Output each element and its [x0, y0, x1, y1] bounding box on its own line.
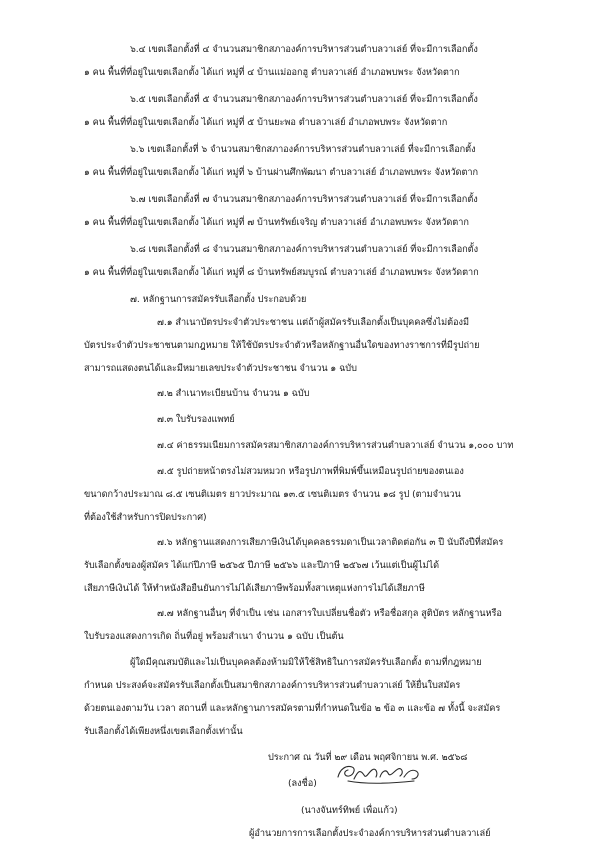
closing-line3: ด้วยตนเองตามวัน เวลา สถานที่ และหลักฐานการสมัครตามที่กำหนดในข้อ ๒ ข้อ ๓ และข้อ ๗ ทั้งนี้ จะสมัคร: [84, 703, 501, 714]
signer-name: (นางจันทร์ทิพย์ เพื่อแก้ว): [301, 805, 398, 816]
district-6-5-line2: ๑ คน พื้นที่ที่อยู่ในเขตเลือกตั้ง ได้แก่ หมู่ที่ ๕ บ้านยะพอ ตำบลวาเล่ย์ อำเภอพบพระ จังหวัดตาก: [84, 117, 448, 128]
closing-line1: ผู้ใดมีคุณสมบัติและไม่เป็นบุคคลต้องห้ามมิให้ใช้สิทธิในการสมัครรับเลือกตั้ง ตามที่กฎหมาย: [130, 657, 482, 668]
item-7-7-line2: ใบรับรองแสดงการเกิด ถิ่นที่อยู่ พร้อมสำเนา จำนวน ๑ ฉบับ เป็นต้น: [84, 631, 344, 642]
district-6-6-line1: ๖.๖ เขตเลือกตั้งที่ ๖ จำนวนสมาชิกสภาองค์การบริหารส่วนตำบลวาเล่ย์ ที่จะมีการเลือกตั้ง: [130, 144, 476, 155]
district-6-5-line1: ๖.๕ เขตเลือกตั้งที่ ๕ จำนวนสมาชิกสภาองค์การบริหารส่วนตำบลวาเล่ย์ ที่จะมีการเลือกตั้ง: [130, 94, 478, 105]
item-7-2: ๗.๒ สำเนาทะเบียนบ้าน จำนวน ๑ ฉบับ: [157, 388, 310, 399]
district-6-7-line2: ๑ คน พื้นที่ที่อยู่ในเขตเลือกตั้ง ได้แก่ หมู่ที่ ๗ บ้านทรัพย์เจริญ ตำบลวาเล่ย์ อำเภอพบพระ จังหวัดตาก: [84, 217, 469, 228]
item-7-1-line2: บัตรประจำตัวประชาชนตามกฎหมาย ให้ใช้บัตรประจำตัวหรือหลักฐานอื่นใดของทางราชการที่มีรูปถ่าย: [84, 340, 480, 351]
handwritten-signature: [334, 751, 426, 787]
announce-date: ประกาศ ณ วันที่ ๒๙ เดือน พฤศจิกายน พ.ศ. ๒๕๖๘: [268, 752, 468, 763]
district-6-4-line2: ๑ คน พื้นที่ที่อยู่ในเขตเลือกตั้ง ได้แก่ หมู่ที่ ๔ บ้านแม่ออกฮู ตำบลวาเล่ย์ อำเภอพบพระ จังหวัดตาก: [84, 67, 460, 78]
district-6-8-line2: ๑ คน พื้นที่ที่อยู่ในเขตเลือกตั้ง ได้แก่ หมู่ที่ ๘ บ้านทรัพย์สมบูรณ์ ตำบลวาเล่ย์ อำเภอพบพระ จังหวัดตาก: [84, 267, 479, 278]
sign-label: (ลงชื่อ): [288, 778, 317, 789]
item-7-7-line1: ๗.๗ หลักฐานอื่นๆ ที่จำเป็น เช่น เอกสารใบเปลี่ยนชื่อตัว หรือชื่อสกุล สูติบัตร หลักฐานหรือ: [157, 608, 502, 619]
district-6-8-line1: ๖.๘ เขตเลือกตั้งที่ ๘ จำนวนสมาชิกสภาองค์การบริหารส่วนตำบลวาเล่ย์ ที่จะมีการเลือกตั้ง: [130, 244, 479, 255]
closing-line4: รับเลือกตั้งได้เพียงหนึ่งเขตเลือกตั้งเท่านั้น: [84, 726, 243, 737]
item-7-6-line2: รับเลือกตั้งของผู้สมัคร ได้แก่ปีภาษี ๒๕๖๕ ปีภาษี ๒๕๖๖ และปีภาษี ๒๕๖๗ เว้นแต่เป็นผู้ไม่ได้: [84, 560, 440, 571]
item-7-4: ๗.๔ ค่าธรรมเนียมการสมัครสมาชิกสภาองค์การบริหารส่วนตำบลวาเล่ย์ จำนวน ๑,๐๐๐ บาท: [157, 440, 514, 451]
item-7-6-line3: เสียภาษีเงินได้ ให้ทำหนังสือยืนยันการไม่ได้เสียภาษีพร้อมทั้งสาเหตุแห่งการไม่ได้เสียภาษี: [84, 583, 425, 594]
item-7-3: ๗.๓ ใบรับรองแพทย์: [157, 414, 235, 425]
district-6-7-line1: ๖.๗ เขตเลือกตั้งที่ ๗ จำนวนสมาชิกสภาองค์การบริหารส่วนตำบลวาเล่ย์ ที่จะมีการเลือกตั้ง: [130, 194, 478, 205]
item-7-5-line1: ๗.๕ รูปถ่ายหน้าตรงไม่สวมหมวก หรือรูปภาพที่พิมพ์ขึ้นเหมือนรูปถ่ายของตนเอง: [157, 466, 464, 477]
district-6-6-line2: ๑ คน พื้นที่ที่อยู่ในเขตเลือกตั้ง ได้แก่ หมู่ที่ ๖ บ้านผ่านศึกพัฒนา ตำบลวาเล่ย์ อำเภอพบพระ จังหวัดตาก: [84, 167, 479, 178]
item-7-5-line2: ขนาดกว้างประมาณ ๘.๕ เซนติเมตร ยาวประมาณ ๑๓.๕ เซนติเมตร จำนวน ๑๘ รูป (ตามจำนวน: [84, 489, 461, 500]
district-6-4-line1: ๖.๔ เขตเลือกตั้งที่ ๔ จำนวนสมาชิกสภาองค์การบริหารส่วนตำบลวาเล่ย์ ที่จะมีการเลือกตั้ง: [130, 44, 478, 55]
item-7-6-line1: ๗.๖ หลักฐานแสดงการเสียภาษีเงินได้บุคคลธรรมดาเป็นเวลาติดต่อกัน ๓ ปี นับถึงปีที่สมัคร: [157, 537, 504, 548]
section-7-heading: ๗. หลักฐานการสมัครรับเลือกตั้ง ประกอบด้วย: [130, 294, 307, 305]
item-7-1-line3: สามารถแสดงตนได้และมีหมายเลขประจำตัวประชาชน จำนวน ๑ ฉบับ: [84, 363, 357, 374]
item-7-1-line1: ๗.๑ สำเนาบัตรประจำตัวประชาชน แต่ถ้าผู้สมัครรับเลือกตั้งเป็นบุคคลซึ่งไม่ต้องมี: [157, 317, 469, 328]
signer-title: ผู้อำนวยการการเลือกตั้งประจำองค์การบริหารส่วนตำบลวาเล่ย์: [249, 828, 491, 839]
item-7-5-line3: ที่ต้องใช้สำหรับการปิดประกาศ): [84, 512, 207, 523]
closing-line2: กำหนด ประสงค์จะสมัครรับเลือกตั้งเป็นสมาชิกสภาองค์การบริหารส่วนตำบลวาเล่ย์ ให้ยื่นใบสมัคร: [84, 680, 461, 691]
